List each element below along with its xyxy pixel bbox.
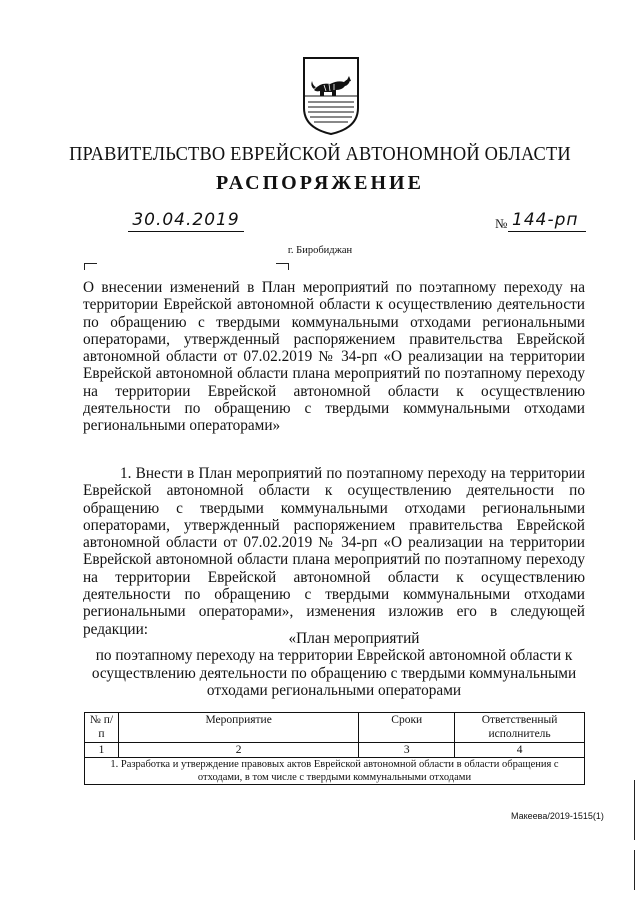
number-underline: [508, 231, 586, 232]
document-number: 144-рп: [512, 210, 579, 230]
footer-reference: Макеева/2019-1515(1): [511, 811, 604, 821]
title-bracket-right: [276, 263, 289, 270]
section-title-cell: 1. Разработка и утверждение правовых актов Еврейской автономной области в области обращения с отходами, в том числе с твердыми коммунальными отходами: [85, 758, 585, 785]
title-bracket-left: [84, 263, 97, 270]
government-title: ПРАВИТЕЛЬСТВО ЕВРЕЙСКОЙ АВТОНОМНОЙ ОБЛАСТИ: [69, 143, 571, 165]
table-section-row: [85, 758, 585, 785]
column-number-cell: 4: [455, 743, 585, 758]
document-subject: О внесении изменений в План мероприятий по поэтапному переходу на территории Еврейской автономной области к осуществлению деятельности по обращению с твердыми коммунальными отходами региональными операторами, утвержденный распоряжением правительства Еврейской автономной области от 07.02.2019 № 34-рп «О реализации на территории Еврейской автономной области плана мероприятий по поэтапному переходу на территории Еврейской автономной области к осуществлению деятельности по обращению с твердыми коммунальными отходами региональными операторами»: [83, 279, 585, 435]
col-header-deadline: Сроки: [359, 713, 455, 743]
number-prefix: №: [495, 216, 508, 231]
document-type-title: РАСПОРЯЖЕНИЕ: [216, 172, 424, 194]
plan-heading-title: «План мероприятий: [288, 630, 420, 647]
plan-heading: [83, 630, 585, 699]
coat-of-arms-emblem: [302, 56, 360, 136]
column-number-cell: 1: [85, 743, 119, 758]
table-header-row: [85, 713, 585, 743]
plan-heading-subtitle: по поэтапному переходу на территории Еврейской автономной области к осуществлению деятельности по обращению с твердыми коммунальными отходами региональными операторами: [91, 647, 577, 699]
plan-table: [84, 712, 585, 785]
col-header-responsible: Ответственный исполнитель: [455, 713, 585, 743]
column-number-cell: 2: [118, 743, 358, 758]
scan-margin-mark: [634, 850, 635, 890]
col-header-number: № п/п: [85, 713, 119, 743]
scan-margin-mark: [634, 780, 635, 840]
body-paragraph-1: 1. Внести в План мероприятий по поэтапному переходу на территории Еврейской автономной области к осуществлению деятельности по обращению с твердыми коммунальными отходами региональными операторами, утвержденный распоряжением правительства Еврейской автономной области от 07.02.2019 № 34-рп «О реализации на территории Еврейской автономной области плана мероприятий по поэтапному переходу на территории Еврейской автономной области к осуществлению деятельности по обращению с твердыми коммунальными отходами региональными операторами», изменения изложив его в следующей редакции:: [83, 465, 585, 638]
document-date: 30.04.2019: [132, 210, 240, 230]
date-underline: [128, 231, 244, 232]
table-number-row: [85, 743, 585, 758]
city-label: г. Биробиджан: [287, 245, 353, 256]
col-header-activity: Мероприятие: [118, 713, 358, 743]
column-number-cell: 3: [359, 743, 455, 758]
